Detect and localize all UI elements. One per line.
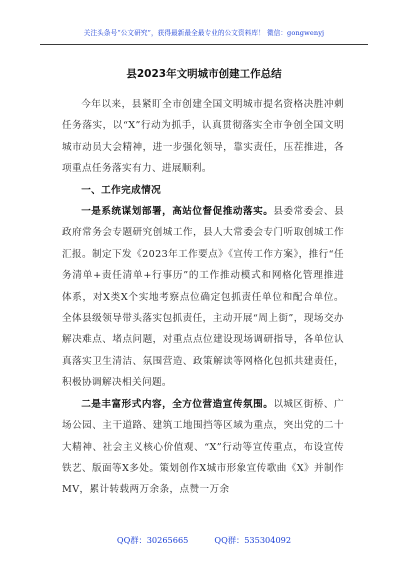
footer-contact — [0, 535, 408, 546]
header-divider — [40, 44, 368, 45]
paragraph-2-lead: 二是丰富形式内容，全方位营造宣传氛围。 — [81, 398, 274, 410]
section-heading: 一、工作完成情况 — [81, 184, 162, 196]
footer-qq-group-2: QQ群：535304092 — [214, 535, 292, 545]
intro-paragraph: 今年以来，县紧盯全市创建全国文明城市提名资格决胜冲刺任务落实，以“X”行动为抓手，认真贯彻落实全市争创全国文明城市动员大会精神，进一步强化领导，靠实责任，压茬推进，各项重点任务落实有力、进展顺利。 — [62, 99, 344, 175]
paragraph-1-body: 县委常委会、县政府常务会专题研究创城工作，县人大常委会专门听取创城工作汇报。制定下发《2023年工作要点》《宣传工作方案》，推行“任务清单+责任清单+行事历”的工作推动模式和网格化管理推进体系，对X类X个实地考察点位确定包抓责任单位和配合单位。全体县级领导带头落实包抓责任，主动开展“周上街”，现场交办解决难点、堵点问题，对重点点位建设现场调研指导，各单位认真落实卫生清洁、氛围营造、政策解读等网格化包抓共建责任，积极协调解决相关问题。 — [62, 206, 344, 389]
paragraph-2 — [62, 394, 344, 501]
document-body — [62, 94, 344, 501]
header-promo-text: 关注头条号“公文研究”，获得最新最全最专业的公文资料库！ 微信：gongwenyj — [83, 29, 325, 37]
paragraph-1-lead: 一是系统谋划部署，高站位督促推动落实。 — [81, 206, 274, 218]
paragraph-2-body: 以城区街桥、广场公园、主干道路、建筑工地围挡等区域为重点，突出党的二十大精神、社会主义核心价值观、“X”行动等宣传重点，布设宣传铁艺、版面等X多处。策划创作X城市形象宣传歌曲《X》并制作MV，累计转载两万余条，点赞一万余 — [62, 398, 344, 496]
document-title: 县2023年文明城市创建工作总结 — [126, 68, 282, 80]
paragraph-1 — [62, 201, 344, 394]
footer-qq-group-1: QQ群：30265665 — [116, 535, 189, 545]
